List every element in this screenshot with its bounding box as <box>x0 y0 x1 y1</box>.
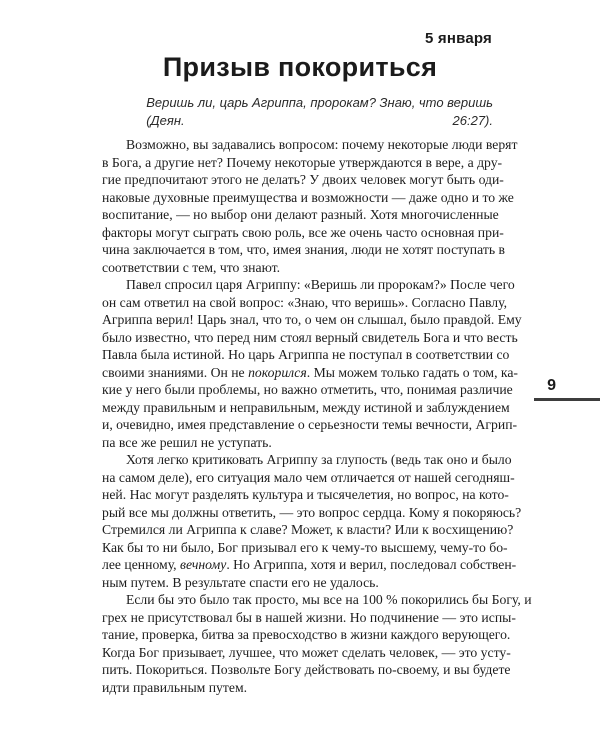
text-line: Агриппа верил! Царь знал, что то, о чем он слышал, было правдой. Ему <box>102 312 522 327</box>
text-line: в Бога, а другие нет? Почему некоторые утверждаются в вере, а дру- <box>102 154 503 170</box>
text-line: кие у него были проблемы, но важно отметить, что, понимая различие <box>102 382 513 397</box>
text-line: он сам ответил на свой вопрос: «Знаю, что веришь». Согласно Павлу, <box>102 294 508 310</box>
text-line: соответствии с тем, что знают. <box>102 259 280 275</box>
page-number: 9 <box>547 377 556 394</box>
text-line: Стремился ли Агриппа к славе? Может, к власти? Или к восхищению? <box>102 522 514 537</box>
page-tab-marker <box>534 398 600 401</box>
text-line: и, очевидно, имея представление о серьезности темы вечности, Агрип- <box>102 417 518 432</box>
text-line: между правильным и неправильным, между истиной и заблуждением <box>102 399 510 415</box>
text-line: чина заключается в том, что, имея знания, люди не хотят поступать в <box>102 242 505 257</box>
text-line: Если бы это было так просто, мы все на 100 % покорились бы Богу, и <box>126 592 532 607</box>
text-line: ным путем. В результате спасти его не удалось. <box>102 574 379 590</box>
body-text <box>102 136 532 696</box>
text-line: Павла была истиной. Но царь Агриппа не поступал в соответствии со <box>102 347 510 362</box>
paragraph-1 <box>102 136 518 276</box>
emphasis: вечному <box>180 557 227 572</box>
paragraph-3 <box>102 451 522 591</box>
paragraph-2 <box>102 276 522 451</box>
text-line: пить. Покориться. Позвольте Богу действовать по-своему, и вы будете <box>102 662 511 677</box>
page-title: Призыв покориться <box>162 52 438 82</box>
text-line: тание, проверка, битва за превосходство в жизни каждого верующего. <box>102 627 511 642</box>
epigraph-reference: (Деян. 26:27). <box>146 113 493 128</box>
epigraph <box>146 94 493 130</box>
text-line: Когда Бог призывает, лучшее, что может сделать человек, — это усту- <box>102 644 511 660</box>
text-line: па все же решил не уступать. <box>102 434 272 450</box>
emphasis: покорился <box>248 364 307 380</box>
text-line: наковые духовные преимущества и возможности — даже одно и то же <box>102 189 514 205</box>
text-line: Павел спросил царя Агриппу: «Веришь ли пророкам?» После чего <box>126 277 515 292</box>
text-line: Возможно, вы задавались вопросом: почему некоторые люди верят <box>126 137 518 152</box>
text-line: было известно, что перед ним стоял верный свидетель Бога и что весть <box>102 329 518 345</box>
text-line: рый все мы должны ответить, — это вопрос сердца. Кому я покоряюсь? <box>102 504 522 520</box>
text-line: факторы могут сыграть свою роль, все же очень часто основная при- <box>102 224 504 240</box>
page-date: 5 января <box>424 30 492 47</box>
text-line: своими знаниями. Он не покорился. Мы можем только гадать о том, ка- <box>102 364 518 380</box>
text-line: ней. Нас могут разделять культура и тысячелетия, но вопрос, на кото- <box>102 487 509 502</box>
text-line: Хотя легко критиковать Агриппу за глупость (ведь так оно и было <box>126 452 512 467</box>
paragraph-4 <box>102 591 532 696</box>
text-line: на самом деле), его ситуация мало чем отличается от нашей сегодняш- <box>102 469 515 485</box>
text-line: воспитание, — но выбор они делают разный. Хотя многочисленные <box>102 207 499 222</box>
text-line: идти правильным путем. <box>102 679 248 695</box>
text-line: лее ценному, вечному. Но Агриппа, хотя и верил, последовал собствен- <box>102 557 517 572</box>
text-line: грех не присутствовал бы в нашей жизни. Но подчинение — это испы- <box>102 609 516 625</box>
text-line: гие предпочитают этого не делать? У двоих человек могут быть оди- <box>102 172 504 187</box>
text-line: Как бы то ни было, Бог призывал его к чему-то высшему, чему-то бо- <box>102 539 508 555</box>
epigraph-line: Веришь ли, царь Агриппа, пророкам? Знаю, что веришь <box>146 95 493 110</box>
